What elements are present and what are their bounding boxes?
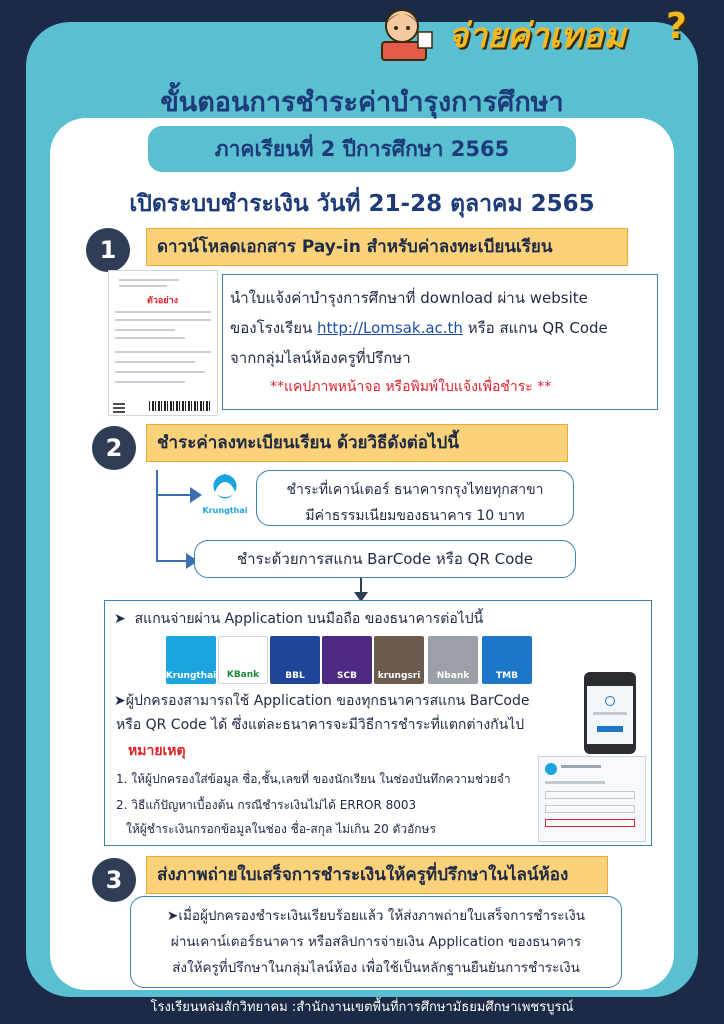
arrow-to-scan (156, 560, 188, 562)
bank-logo-bbl-icon: BBL (270, 636, 320, 684)
step-2-title: ชำระค่าลงทะเบียนเรียน ด้วยวิธีดังต่อไปนี้ (146, 424, 568, 462)
bank-logo-krungthai-icon: Krungthai (166, 636, 216, 684)
krungthai-logo: Krungthai (202, 472, 248, 524)
brand-title: จ่ายค่าเทอม (448, 16, 626, 56)
page-title: ขั้นตอนการชำระค่าบำรุงการศึกษา (160, 87, 564, 118)
remark-2: 2. วิธีแก้ปัญหาเบื้องต้น กรณีชำระเงินไม่ได้ ERROR 8003 (116, 798, 417, 812)
step-1-line-2: ของโรงเรียน http://Lomsak.ac.th หรือ สแกน QR Code (230, 319, 608, 337)
scan-payment-option: ชำระด้วยการสแกน BarCode หรือ QR Code (194, 540, 576, 578)
bank-logo-krungsri-icon: krungsri (374, 636, 424, 684)
footer-school-name: โรงเรียนหล่มสักวิทยาคม :สำนักงานเขตพื้นที่การศึกษามัธยมศึกษาเพชรบูรณ์ (150, 1000, 574, 1015)
counter-payment-option: ชำระที่เคาน์เตอร์ ธนาคารกรุงไทยทุกสาขา มีค่าธรรมเนียมของธนาคาร 10 บาท (256, 470, 574, 526)
app-input-screenshot (538, 756, 646, 842)
any-app-line-2: หรือ QR Code ได้ ซึ่งแต่ละธนาคารจะมีวิธีการชำระที่แตกต่างกันไป (116, 717, 525, 733)
krungthai-bird-icon (207, 472, 243, 502)
step-3-title: ส่งภาพถ่ายใบเสร็จการชำระเงินให้ครูที่ปรึกษาในไลน์ห้อง (146, 856, 608, 894)
arrow-to-counter (156, 494, 194, 496)
payin-document-sample (108, 270, 218, 416)
bank-logo-scb-icon: SCB (322, 636, 372, 684)
step-3-info-panel (130, 896, 622, 988)
step-1-line-1: นำใบแจ้งค่าบำรุงการศึกษาที่ download ผ่าน website (230, 289, 588, 307)
phone-screenshot (584, 672, 636, 754)
step-1-title: ดาวน์โหลดเอกสาร Pay-in สำหรับค่าลงทะเบียนเรียน (146, 228, 628, 266)
bank-logo-tmb-icon: TMB (482, 636, 532, 684)
qr-code-icon (113, 401, 125, 413)
step-3-line-1: ➤เมื่อผู้ปกครองชำระเงินเรียบร้อยแล้ว ให้ส่งภาพถ่ายใบเสร็จการชำระเงิน (167, 908, 585, 924)
student-mascot-icon (372, 2, 436, 64)
step-3-line-3: ส่งให้ครูที่ปรึกษาในกลุ่มไลน์ห้อง เพื่อใช้เป็นหลักฐานยืนยันการชำระเงิน (172, 960, 580, 976)
any-app-line-1: ➤ผู้ปกครองสามารถใช้ Application ของทุกธนาคารสแกน BarCode (114, 693, 530, 709)
remark-3: ให้ผู้ชำระเงินกรอกข้อมูลในช่อง ชื่อ-สกุล ไม่เกิน 20 ตัวอักษร (126, 822, 436, 836)
connector-line (156, 470, 158, 562)
remark-label: หมายเหตุ (128, 743, 186, 759)
bank-logo-nbank-icon: Nbank (428, 636, 478, 684)
bank-logo-kbank-icon: KBank (218, 636, 268, 684)
step-2-number: 2 (92, 426, 136, 470)
school-website-link[interactable]: http://Lomsak.ac.th (317, 319, 463, 337)
remark-1: 1. ให้ผู้ปกครองใส่ข้อมูล ชื่อ,ชั้น,เลขที่ ของนักเรียน ในช่องบันทึกความช่วยจำ (116, 772, 511, 786)
arrow-head-counter-icon (190, 487, 202, 503)
sample-stamp-label: ตัวอย่าง (147, 296, 179, 306)
step-3-line-2: ผ่านเคาน์เตอร์ธนาคาร หรือสลิปการจ่ายเงิน Application ของธนาคาร (170, 934, 582, 950)
step-1-number: 1 (86, 228, 130, 272)
barcode-icon (149, 401, 211, 411)
step-1-note: **แคปภาพหน้าจอ หรือพิมพ์ใบแจ้งเพื่อชำระ ** (270, 379, 552, 395)
semester-banner: ภาคเรียนที่ 2 ปีการศึกษา 2565 (148, 126, 576, 172)
step-1-line-3: จากกลุ่มไลน์ห้องครูที่ปรึกษา (230, 349, 411, 367)
brand-question-mark: ? (666, 6, 687, 47)
app-heading: ➤ สแกนจ่ายผ่าน Application บนมือถือ ของธนาคารต่อไปนี้ (114, 611, 484, 627)
open-date-heading: เปิดระบบชำระเงิน วันที่ 21-28 ตุลาคม 2565 (129, 191, 595, 217)
step-3-number: 3 (92, 858, 136, 902)
